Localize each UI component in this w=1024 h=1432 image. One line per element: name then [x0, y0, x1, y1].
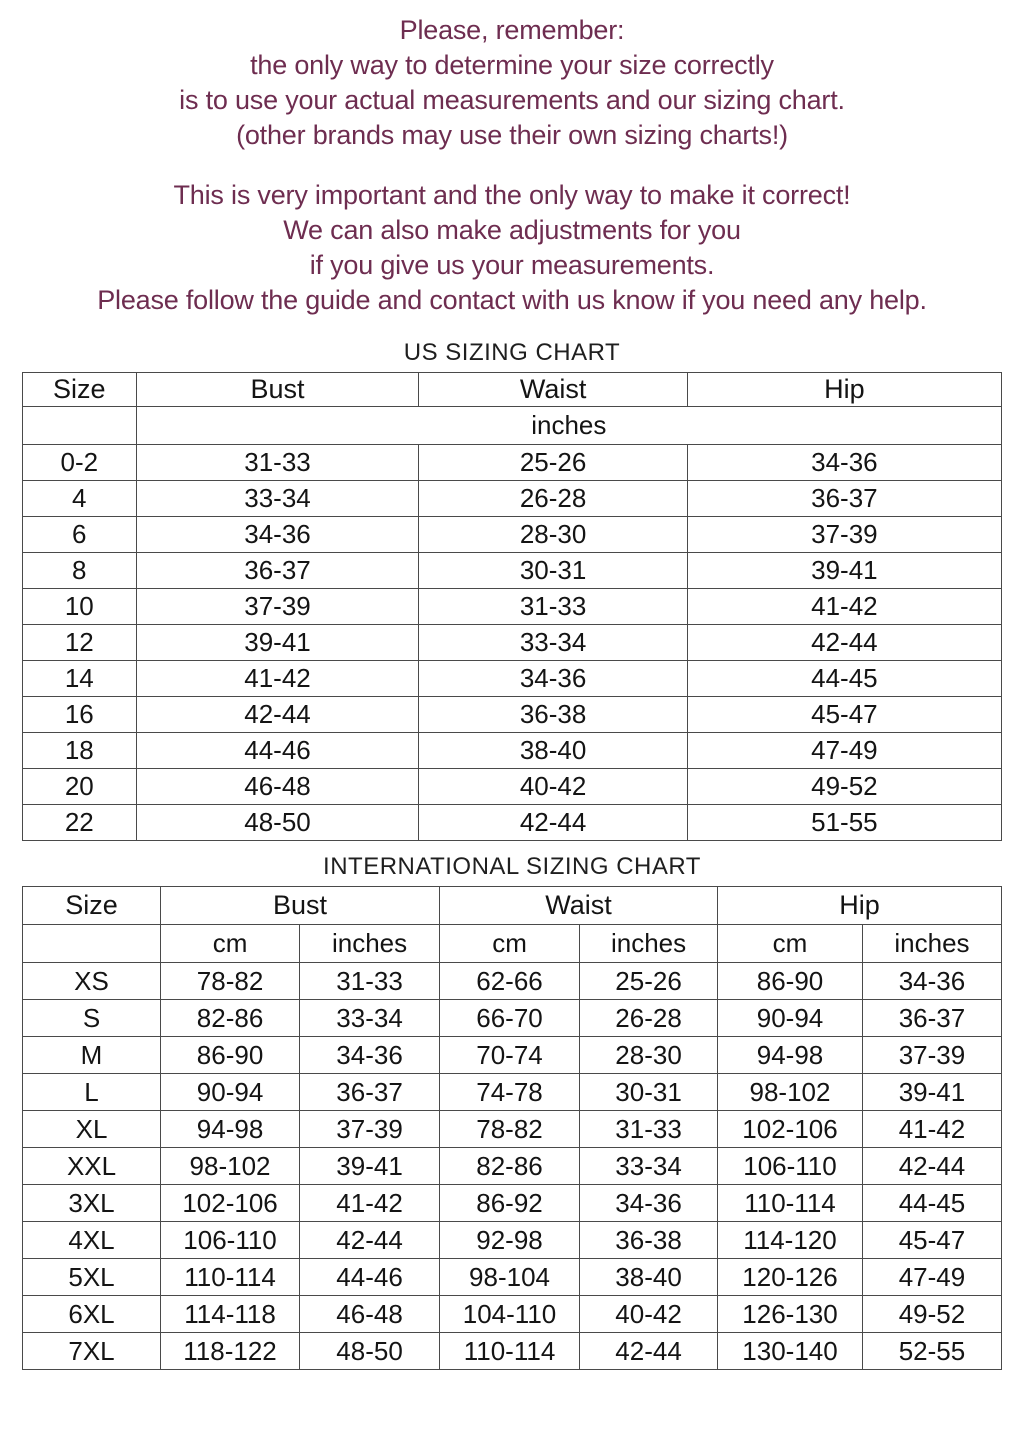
cell-size: XS [23, 963, 161, 1000]
cell-hip: 45-47 [687, 697, 1001, 733]
column-header-hip: Hip [718, 887, 1002, 925]
table-row [23, 805, 1002, 841]
intl-header-row [23, 887, 1002, 925]
cell-hip-in: 47-49 [862, 1259, 1001, 1296]
intro-line: We can also make adjustments for you [283, 215, 741, 245]
unit-label-hip-cm: cm [718, 925, 863, 963]
cell-waist: 33-34 [419, 625, 687, 661]
unit-row-empty-cell [23, 925, 161, 963]
column-header-size: Size [23, 887, 161, 925]
cell-hip: 36-37 [687, 481, 1001, 517]
table-row [23, 1000, 1002, 1037]
cell-hip: 49-52 [687, 769, 1001, 805]
table-row [23, 733, 1002, 769]
cell-waist-cm: 110-114 [440, 1333, 580, 1370]
cell-bust: 44-46 [136, 733, 419, 769]
cell-hip-cm: 110-114 [718, 1185, 863, 1222]
table-row [23, 1222, 1002, 1259]
cell-bust-in: 42-44 [300, 1222, 440, 1259]
cell-hip-cm: 94-98 [718, 1037, 863, 1074]
table-row [23, 1111, 1002, 1148]
cell-bust-in: 39-41 [300, 1148, 440, 1185]
intro-line: is to use your actual measurements and our sizing chart. [179, 85, 845, 115]
cell-bust-in: 37-39 [300, 1111, 440, 1148]
cell-bust: 34-36 [136, 517, 419, 553]
table-row [23, 1259, 1002, 1296]
cell-waist-in: 40-42 [580, 1296, 718, 1333]
cell-bust: 33-34 [136, 481, 419, 517]
table-row [23, 481, 1002, 517]
intro-line: the only way to determine your size correctly [250, 50, 774, 80]
cell-waist-cm: 78-82 [440, 1111, 580, 1148]
cell-size: 5XL [23, 1259, 161, 1296]
cell-size: 4 [23, 481, 137, 517]
paragraph-spacer [0, 153, 1024, 178]
cell-bust: 39-41 [136, 625, 419, 661]
intro-line: Please follow the guide and contact with us know if you need any help. [97, 285, 927, 315]
cell-waist-in: 36-38 [580, 1222, 718, 1259]
cell-waist-in: 31-33 [580, 1111, 718, 1148]
cell-hip: 47-49 [687, 733, 1001, 769]
us-unit-row [23, 407, 1002, 445]
cell-waist-cm: 66-70 [440, 1000, 580, 1037]
cell-bust-cm: 78-82 [161, 963, 300, 1000]
table-row [23, 661, 1002, 697]
us-header-row [23, 373, 1002, 407]
cell-hip-in: 37-39 [862, 1037, 1001, 1074]
cell-size: M [23, 1037, 161, 1074]
cell-size: S [23, 1000, 161, 1037]
column-header-bust: Bust [161, 887, 440, 925]
cell-waist-in: 33-34 [580, 1148, 718, 1185]
cell-bust-in: 48-50 [300, 1333, 440, 1370]
cell-hip: 42-44 [687, 625, 1001, 661]
table-row [23, 517, 1002, 553]
cell-bust: 48-50 [136, 805, 419, 841]
us-sizing-table [22, 372, 1002, 841]
international-sizing-table [22, 886, 1002, 1370]
table-row [23, 445, 1002, 481]
cell-size: 6XL [23, 1296, 161, 1333]
cell-bust-in: 44-46 [300, 1259, 440, 1296]
cell-bust-in: 33-34 [300, 1000, 440, 1037]
cell-bust: 41-42 [136, 661, 419, 697]
cell-size: 10 [23, 589, 137, 625]
cell-size: 4XL [23, 1222, 161, 1259]
table-row [23, 769, 1002, 805]
unit-label-waist-cm: cm [440, 925, 580, 963]
cell-hip-cm: 126-130 [718, 1296, 863, 1333]
cell-hip: 37-39 [687, 517, 1001, 553]
cell-size: 22 [23, 805, 137, 841]
cell-size: 18 [23, 733, 137, 769]
table-row [23, 697, 1002, 733]
cell-hip-in: 41-42 [862, 1111, 1001, 1148]
table-row [23, 1148, 1002, 1185]
cell-bust-in: 34-36 [300, 1037, 440, 1074]
cell-waist-in: 25-26 [580, 963, 718, 1000]
cell-bust-cm: 118-122 [161, 1333, 300, 1370]
cell-waist-in: 34-36 [580, 1185, 718, 1222]
cell-size: 16 [23, 697, 137, 733]
cell-waist-in: 30-31 [580, 1074, 718, 1111]
unit-label-bust-cm: cm [161, 925, 300, 963]
cell-bust: 42-44 [136, 697, 419, 733]
cell-waist-cm: 86-92 [440, 1185, 580, 1222]
international-chart-title: INTERNATIONAL SIZING CHART [323, 853, 701, 880]
cell-bust-cm: 114-118 [161, 1296, 300, 1333]
cell-bust-in: 36-37 [300, 1074, 440, 1111]
us-chart-title: US SIZING CHART [403, 339, 621, 366]
cell-hip-in: 44-45 [862, 1185, 1001, 1222]
cell-hip: 51-55 [687, 805, 1001, 841]
cell-hip: 34-36 [687, 445, 1001, 481]
cell-hip: 41-42 [687, 589, 1001, 625]
cell-size: 0-2 [23, 445, 137, 481]
cell-hip-in: 42-44 [862, 1148, 1001, 1185]
cell-hip-cm: 130-140 [718, 1333, 863, 1370]
cell-bust-cm: 86-90 [161, 1037, 300, 1074]
cell-bust: 37-39 [136, 589, 419, 625]
cell-waist-in: 26-28 [580, 1000, 718, 1037]
column-header-waist: Waist [419, 373, 687, 407]
cell-hip-cm: 114-120 [718, 1222, 863, 1259]
cell-waist-cm: 92-98 [440, 1222, 580, 1259]
intro-text [0, 0, 1024, 318]
cell-hip: 44-45 [687, 661, 1001, 697]
cell-waist-cm: 74-78 [440, 1074, 580, 1111]
cell-hip-in: 49-52 [862, 1296, 1001, 1333]
cell-bust-cm: 98-102 [161, 1148, 300, 1185]
cell-waist: 25-26 [419, 445, 687, 481]
intro-line: if you give us your measurements. [309, 250, 715, 280]
cell-bust: 46-48 [136, 769, 419, 805]
unit-label-bust-inches: inches [300, 925, 440, 963]
cell-hip-in: 36-37 [862, 1000, 1001, 1037]
cell-hip-in: 45-47 [862, 1222, 1001, 1259]
column-header-hip: Hip [687, 373, 1001, 407]
cell-size: 8 [23, 553, 137, 589]
intro-line: Please, remember: [399, 15, 625, 45]
cell-bust: 31-33 [136, 445, 419, 481]
unit-label-hip-inches: inches [862, 925, 1001, 963]
table-row [23, 589, 1002, 625]
cell-waist-in: 38-40 [580, 1259, 718, 1296]
table-row [23, 1185, 1002, 1222]
cell-waist: 40-42 [419, 769, 687, 805]
cell-waist: 26-28 [419, 481, 687, 517]
cell-size: 12 [23, 625, 137, 661]
cell-waist-in: 28-30 [580, 1037, 718, 1074]
cell-waist: 36-38 [419, 697, 687, 733]
column-header-waist: Waist [440, 887, 718, 925]
cell-bust-cm: 94-98 [161, 1111, 300, 1148]
cell-hip-cm: 120-126 [718, 1259, 863, 1296]
cell-waist-in: 42-44 [580, 1333, 718, 1370]
cell-waist-cm: 62-66 [440, 963, 580, 1000]
cell-hip-cm: 86-90 [718, 963, 863, 1000]
cell-waist: 42-44 [419, 805, 687, 841]
cell-bust-in: 41-42 [300, 1185, 440, 1222]
cell-hip-cm: 98-102 [718, 1074, 863, 1111]
intro-line: (other brands may use their own sizing charts!) [236, 120, 788, 150]
table-row [23, 1074, 1002, 1111]
table-row [23, 1037, 1002, 1074]
cell-waist-cm: 82-86 [440, 1148, 580, 1185]
cell-size: XL [23, 1111, 161, 1148]
cell-bust-cm: 82-86 [161, 1000, 300, 1037]
cell-waist: 30-31 [419, 553, 687, 589]
cell-hip-in: 39-41 [862, 1074, 1001, 1111]
unit-row-empty-cell [23, 407, 137, 445]
cell-hip-cm: 90-94 [718, 1000, 863, 1037]
cell-hip-in: 52-55 [862, 1333, 1001, 1370]
cell-waist: 28-30 [419, 517, 687, 553]
cell-size: 3XL [23, 1185, 161, 1222]
cell-bust-in: 31-33 [300, 963, 440, 1000]
intl-unit-row [23, 925, 1002, 963]
cell-waist: 38-40 [419, 733, 687, 769]
intro-paragraph-2 [0, 178, 1024, 318]
cell-bust-cm: 110-114 [161, 1259, 300, 1296]
table-row [23, 553, 1002, 589]
cell-hip-cm: 106-110 [718, 1148, 863, 1185]
cell-waist-cm: 104-110 [440, 1296, 580, 1333]
cell-bust: 36-37 [136, 553, 419, 589]
cell-bust-cm: 106-110 [161, 1222, 300, 1259]
unit-label-waist-inches: inches [580, 925, 718, 963]
table-row [23, 1296, 1002, 1333]
cell-waist-cm: 70-74 [440, 1037, 580, 1074]
cell-hip: 39-41 [687, 553, 1001, 589]
table-row [23, 1333, 1002, 1370]
column-header-bust: Bust [136, 373, 419, 407]
cell-hip-in: 34-36 [862, 963, 1001, 1000]
cell-size: 14 [23, 661, 137, 697]
cell-waist: 34-36 [419, 661, 687, 697]
column-header-size: Size [23, 373, 137, 407]
intro-line: This is very important and the only way to make it correct! [173, 180, 851, 210]
unit-label-inches: inches [136, 407, 1001, 445]
table-row [23, 963, 1002, 1000]
cell-bust-in: 46-48 [300, 1296, 440, 1333]
cell-bust-cm: 102-106 [161, 1185, 300, 1222]
table-row [23, 625, 1002, 661]
cell-size: XXL [23, 1148, 161, 1185]
cell-size: L [23, 1074, 161, 1111]
intro-paragraph-1 [0, 13, 1024, 153]
cell-waist: 31-33 [419, 589, 687, 625]
cell-size: 6 [23, 517, 137, 553]
cell-waist-cm: 98-104 [440, 1259, 580, 1296]
cell-hip-cm: 102-106 [718, 1111, 863, 1148]
cell-size: 20 [23, 769, 137, 805]
cell-bust-cm: 90-94 [161, 1074, 300, 1111]
cell-size: 7XL [23, 1333, 161, 1370]
